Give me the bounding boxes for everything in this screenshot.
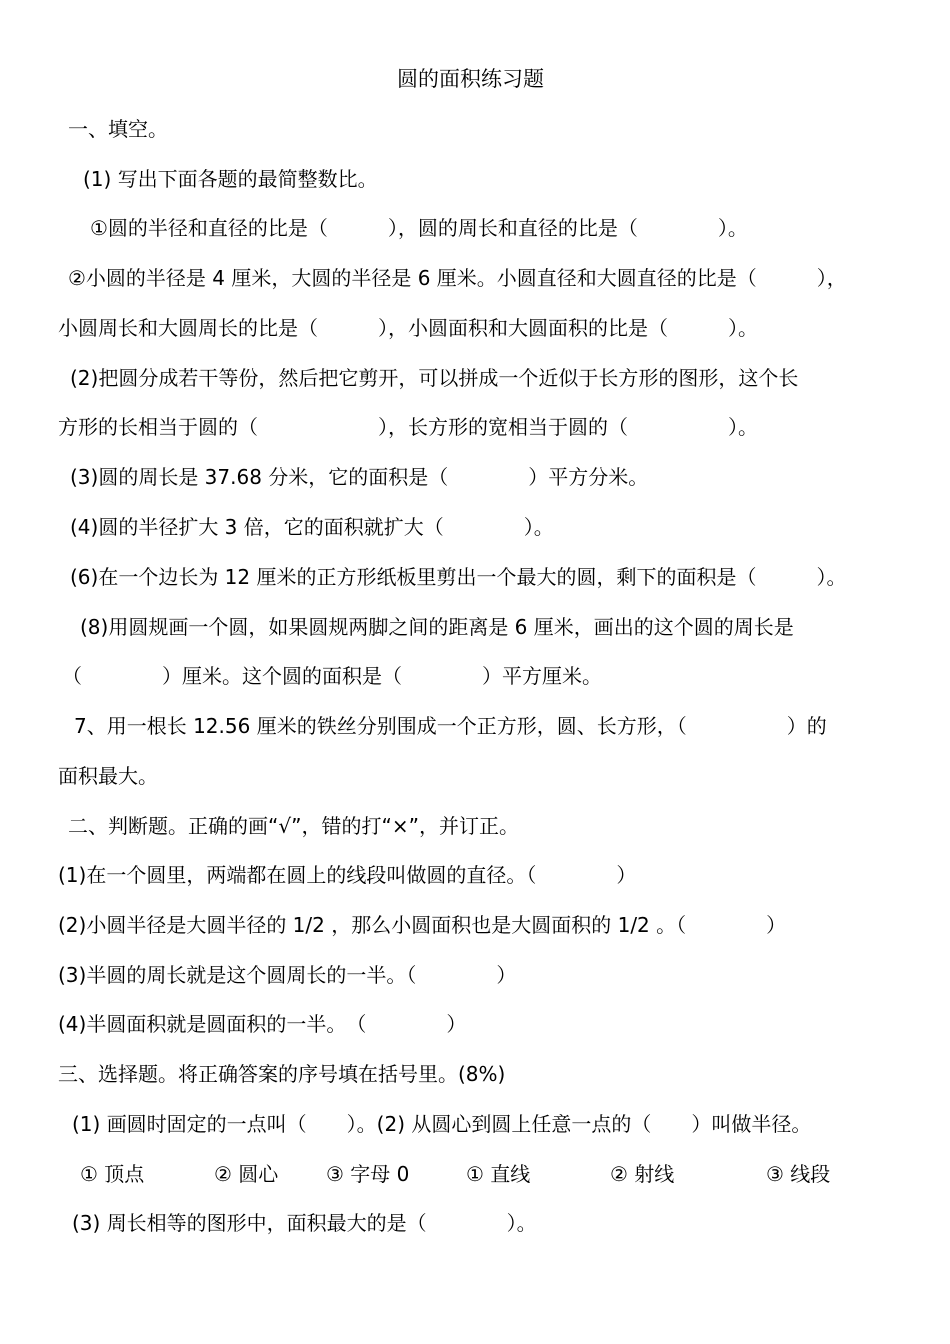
choice-option: ② 射线 (610, 1162, 675, 1186)
question-2-line-2: 方形的长相当于圆的（ ），长方形的宽相当于圆的（ ）。 (58, 415, 758, 439)
question-3: (3)圆的周长是 37.68 分米，它的面积是（ ）平方分米。 (70, 465, 649, 489)
choice-option: ① 直线 (466, 1162, 531, 1186)
choice-question-1-2: (1) 画圆时固定的一点叫（ ）。(2) 从圆心到圆上任意一点的（ ）叫做半径。 (72, 1112, 812, 1136)
question-7-line-2: 面积最大。 (58, 764, 158, 788)
question-6: (6)在一个边长为 12 厘米的正方形纸板里剪出一个最大的圆，剩下的面积是（ ）。 (70, 565, 847, 589)
section-heading-fill-blank: 一、填空。 (68, 117, 168, 141)
judgement-1: (1)在一个圆里，两端都在圆上的线段叫做圆的直径。（ ） (58, 863, 637, 887)
question-2-line-1: (2)把圆分成若干等份，然后把它剪开，可以拼成一个近似于长方形的图形，这个长 (70, 366, 799, 390)
choice-question-3: (3) 周长相等的图形中，面积最大的是（ ）。 (72, 1211, 537, 1235)
section-heading-true-false: 二、判断题。正确的画“√”，错的打“×”，并订正。 (68, 814, 519, 838)
choice-option: ① 顶点 (80, 1162, 145, 1186)
choice-option: ② 圆心 (214, 1162, 279, 1186)
question-1b-line-2: 小圆周长和大圆周长的比是（ ），小圆面积和大圆面积的比是（ ）。 (58, 316, 758, 340)
question-1a: ①圆的半径和直径的比是（ ），圆的周长和直径的比是（ ）。 (90, 216, 748, 240)
question-1b-line-1: ②小圆的半径是 4 厘米，大圆的半径是 6 厘米。小圆直径和大圆直径的比是（ ）， (68, 266, 847, 290)
judgement-2: (2)小圆半径是大圆半径的 1/2 ，那么小圆面积也是大圆面积的 1/2 。（ ） (58, 913, 787, 937)
choice-option: ③ 线段 (766, 1162, 831, 1186)
question-8-line-1: (8)用圆规画一个圆，如果圆规两脚之间的距离是 6 厘米，画出的这个圆的周长是 (80, 615, 794, 639)
question-8-line-2: （ ）厘米。这个圆的面积是（ ）平方厘米。 (62, 664, 602, 688)
question-7-line-1: 7、用一根长 12.56 厘米的铁丝分别围成一个正方形，圆、长方形，（ ）的 (74, 714, 827, 738)
question-4: (4)圆的半径扩大 3 倍，它的面积就扩大（ ）。 (70, 515, 554, 539)
judgement-3: (3)半圆的周长就是这个圆周长的一半。（ ） (58, 963, 517, 987)
page-title: 圆的面积练习题 (397, 67, 544, 91)
question-1-intro: (1) 写出下面各题的最简整数比。 (83, 167, 378, 191)
choice-option: ③ 字母 0 (326, 1162, 410, 1186)
section-heading-multiple-choice: 三、选择题。将正确答案的序号填在括号里。(8%) (58, 1062, 506, 1086)
judgement-4: (4)半圆面积就是圆面积的一半。 （ ） (58, 1012, 467, 1036)
